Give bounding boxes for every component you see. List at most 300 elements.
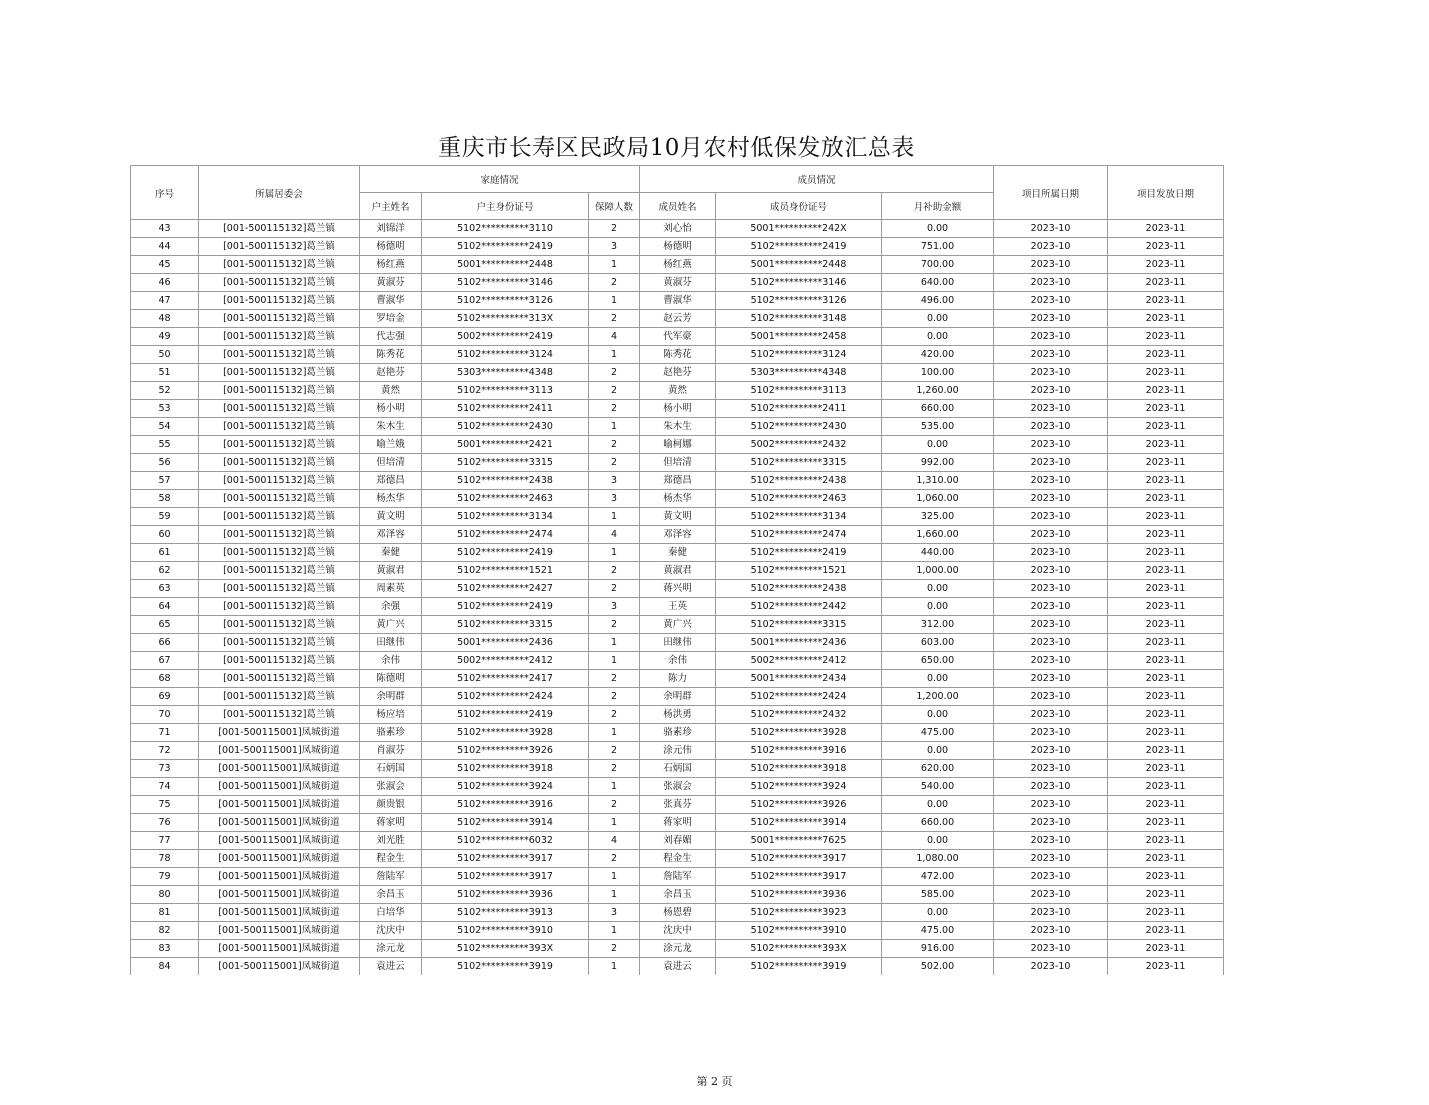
table-row: [131, 742, 1224, 760]
table-row: [131, 418, 1224, 436]
member-id-cell: 5102**********3914: [716, 814, 882, 832]
seq-cell: 68: [131, 670, 199, 688]
issue-date-cell: 2023-11: [1108, 256, 1224, 274]
covered-cell: 1: [589, 418, 640, 436]
covered-cell: 2: [589, 616, 640, 634]
head-id-cell: 5102**********3146: [422, 274, 589, 292]
member-name-cell: 杨红燕: [640, 256, 716, 274]
member-name-cell: 但培清: [640, 454, 716, 472]
covered-cell: 4: [589, 328, 640, 346]
table-row: [131, 688, 1224, 706]
project-date-cell: 2023-10: [994, 436, 1108, 454]
project-date-cell: 2023-10: [994, 958, 1108, 976]
head-id-cell: 5102**********3917: [422, 850, 589, 868]
covered-cell: 2: [589, 454, 640, 472]
header-member-name: 成员姓名: [640, 193, 716, 220]
issue-date-cell: 2023-11: [1108, 364, 1224, 382]
head-name-cell: 张淑会: [360, 778, 422, 796]
covered-cell: 2: [589, 940, 640, 958]
member-name-cell: 黄淑君: [640, 562, 716, 580]
member-id-cell: 5102**********3924: [716, 778, 882, 796]
head-id-cell: 5102**********2419: [422, 238, 589, 256]
project-date-cell: 2023-10: [994, 310, 1108, 328]
header-project-date: 项目所属日期: [994, 166, 1108, 220]
project-date-cell: 2023-10: [994, 832, 1108, 850]
covered-cell: 1: [589, 508, 640, 526]
member-name-cell: 杨洪勇: [640, 706, 716, 724]
project-date-cell: 2023-10: [994, 220, 1108, 238]
subsidy-cell: 1,060.00: [882, 490, 994, 508]
head-name-cell: 余昌玉: [360, 886, 422, 904]
head-name-cell: 余强: [360, 598, 422, 616]
head-name-cell: 朱木生: [360, 418, 422, 436]
head-id-cell: 5102**********2411: [422, 400, 589, 418]
member-id-cell: 5102**********2424: [716, 688, 882, 706]
member-name-cell: 黄淑芬: [640, 274, 716, 292]
project-date-cell: 2023-10: [994, 580, 1108, 598]
subsidy-cell: 992.00: [882, 454, 994, 472]
table-row: [131, 310, 1224, 328]
table-row: [131, 706, 1224, 724]
issue-date-cell: 2023-11: [1108, 958, 1224, 976]
table-header: [131, 166, 1224, 220]
issue-date-cell: 2023-11: [1108, 598, 1224, 616]
table-row: [131, 400, 1224, 418]
member-id-cell: 5102**********2432: [716, 706, 882, 724]
seq-cell: 70: [131, 706, 199, 724]
head-id-cell: 5102**********3910: [422, 922, 589, 940]
head-id-cell: 5102**********2417: [422, 670, 589, 688]
committee-cell: [001-500115001]凤城街道: [199, 742, 360, 760]
head-id-cell: 5303**********4348: [422, 364, 589, 382]
member-id-cell: 5102**********3134: [716, 508, 882, 526]
seq-cell: 64: [131, 598, 199, 616]
issue-date-cell: 2023-11: [1108, 814, 1224, 832]
subsidy-cell: 1,260.00: [882, 382, 994, 400]
subsidy-cell: 660.00: [882, 400, 994, 418]
head-id-cell: 5102**********2424: [422, 688, 589, 706]
table-row: [131, 544, 1224, 562]
subsidy-cell: 916.00: [882, 940, 994, 958]
member-name-cell: 黄然: [640, 382, 716, 400]
table-row: [131, 814, 1224, 832]
issue-date-cell: 2023-11: [1108, 490, 1224, 508]
committee-cell: [001-500115001]凤城街道: [199, 724, 360, 742]
committee-cell: [001-500115132]葛兰镇: [199, 274, 360, 292]
member-id-cell: 5001**********2434: [716, 670, 882, 688]
head-name-cell: 刘光胜: [360, 832, 422, 850]
head-name-cell: 但培清: [360, 454, 422, 472]
seq-cell: 43: [131, 220, 199, 238]
committee-cell: [001-500115132]葛兰镇: [199, 634, 360, 652]
member-id-cell: 5102**********2438: [716, 580, 882, 598]
issue-date-cell: 2023-11: [1108, 832, 1224, 850]
member-id-cell: 5102**********2419: [716, 238, 882, 256]
committee-cell: [001-500115132]葛兰镇: [199, 598, 360, 616]
covered-cell: 1: [589, 652, 640, 670]
project-date-cell: 2023-10: [994, 544, 1108, 562]
table-row: [131, 346, 1224, 364]
head-name-cell: 刘锦洋: [360, 220, 422, 238]
issue-date-cell: 2023-11: [1108, 400, 1224, 418]
seq-cell: 58: [131, 490, 199, 508]
head-id-cell: 5001**********2448: [422, 256, 589, 274]
member-name-cell: 黄文明: [640, 508, 716, 526]
seq-cell: 50: [131, 346, 199, 364]
seq-cell: 74: [131, 778, 199, 796]
covered-cell: 1: [589, 634, 640, 652]
covered-cell: 3: [589, 598, 640, 616]
member-name-cell: 郑德昌: [640, 472, 716, 490]
committee-cell: [001-500115001]凤城街道: [199, 868, 360, 886]
subsidy-cell: 535.00: [882, 418, 994, 436]
head-name-cell: 赵艳芬: [360, 364, 422, 382]
member-id-cell: 5001**********2436: [716, 634, 882, 652]
project-date-cell: 2023-10: [994, 904, 1108, 922]
covered-cell: 3: [589, 490, 640, 508]
head-id-cell: 5001**********2421: [422, 436, 589, 454]
member-name-cell: 曹淑华: [640, 292, 716, 310]
member-id-cell: 5102**********1521: [716, 562, 882, 580]
subsidy-cell: 0.00: [882, 598, 994, 616]
head-id-cell: 5102**********2474: [422, 526, 589, 544]
project-date-cell: 2023-10: [994, 796, 1108, 814]
subsidy-cell: 475.00: [882, 922, 994, 940]
member-name-cell: 田继伟: [640, 634, 716, 652]
issue-date-cell: 2023-11: [1108, 346, 1224, 364]
head-id-cell: 5102**********3928: [422, 724, 589, 742]
header-subsidy: 月补助金额: [882, 193, 994, 220]
member-name-cell: 涂元伟: [640, 742, 716, 760]
project-date-cell: 2023-10: [994, 400, 1108, 418]
member-name-cell: 沈庆中: [640, 922, 716, 940]
project-date-cell: 2023-10: [994, 886, 1108, 904]
seq-cell: 47: [131, 292, 199, 310]
table-row: [131, 508, 1224, 526]
head-id-cell: 5002**********2419: [422, 328, 589, 346]
covered-cell: 2: [589, 580, 640, 598]
head-id-cell: 5102**********3913: [422, 904, 589, 922]
member-id-cell: 5102**********3926: [716, 796, 882, 814]
subsidy-cell: 585.00: [882, 886, 994, 904]
table-row: [131, 382, 1224, 400]
project-date-cell: 2023-10: [994, 418, 1108, 436]
member-id-cell: 5102**********3918: [716, 760, 882, 778]
member-name-cell: 陈力: [640, 670, 716, 688]
table-row: [131, 778, 1224, 796]
table-row: [131, 238, 1224, 256]
covered-cell: 3: [589, 904, 640, 922]
table-row: [131, 652, 1224, 670]
seq-cell: 77: [131, 832, 199, 850]
seq-cell: 79: [131, 868, 199, 886]
head-id-cell: 5102**********6032: [422, 832, 589, 850]
issue-date-cell: 2023-11: [1108, 742, 1224, 760]
covered-cell: 2: [589, 364, 640, 382]
head-id-cell: 5102**********393X: [422, 940, 589, 958]
issue-date-cell: 2023-11: [1108, 724, 1224, 742]
seq-cell: 78: [131, 850, 199, 868]
table-row: [131, 580, 1224, 598]
project-date-cell: 2023-10: [994, 922, 1108, 940]
committee-cell: [001-500115001]凤城街道: [199, 814, 360, 832]
issue-date-cell: 2023-11: [1108, 562, 1224, 580]
head-id-cell: 5102**********3917: [422, 868, 589, 886]
covered-cell: 2: [589, 760, 640, 778]
covered-cell: 4: [589, 832, 640, 850]
member-id-cell: 5001**********2448: [716, 256, 882, 274]
subsidy-cell: 0.00: [882, 328, 994, 346]
seq-cell: 66: [131, 634, 199, 652]
head-name-cell: 涂元龙: [360, 940, 422, 958]
header-committee: 所属居委会: [199, 166, 360, 220]
member-name-cell: 程金生: [640, 850, 716, 868]
head-id-cell: 5102**********2419: [422, 544, 589, 562]
project-date-cell: 2023-10: [994, 490, 1108, 508]
committee-cell: [001-500115132]葛兰镇: [199, 670, 360, 688]
project-date-cell: 2023-10: [994, 652, 1108, 670]
page-title: 重庆市长寿区民政局10月农村低保发放汇总表: [438, 135, 915, 161]
table-row: [131, 436, 1224, 454]
head-name-cell: 骆素珍: [360, 724, 422, 742]
head-id-cell: 5102**********3936: [422, 886, 589, 904]
table-row: [131, 490, 1224, 508]
page-number: 第 2 页: [696, 1075, 733, 1088]
covered-cell: 1: [589, 346, 640, 364]
subsidy-cell: 1,000.00: [882, 562, 994, 580]
member-id-cell: 5102**********3124: [716, 346, 882, 364]
member-id-cell: 5102**********2438: [716, 472, 882, 490]
committee-cell: [001-500115001]凤城街道: [199, 958, 360, 976]
seq-cell: 61: [131, 544, 199, 562]
head-id-cell: 5102**********3126: [422, 292, 589, 310]
head-id-cell: 5001**********2436: [422, 634, 589, 652]
issue-date-cell: 2023-11: [1108, 652, 1224, 670]
member-name-cell: 张真芬: [640, 796, 716, 814]
head-name-cell: 黄淑芬: [360, 274, 422, 292]
header-head-name: 户主姓名: [360, 193, 422, 220]
member-name-cell: 赵云芳: [640, 310, 716, 328]
head-name-cell: 田继伟: [360, 634, 422, 652]
project-date-cell: 2023-10: [994, 868, 1108, 886]
member-name-cell: 余明群: [640, 688, 716, 706]
seq-cell: 73: [131, 760, 199, 778]
project-date-cell: 2023-10: [994, 688, 1108, 706]
seq-cell: 52: [131, 382, 199, 400]
table-row: [131, 472, 1224, 490]
head-name-cell: 石炳国: [360, 760, 422, 778]
member-name-cell: 袁进云: [640, 958, 716, 976]
head-name-cell: 程金生: [360, 850, 422, 868]
issue-date-cell: 2023-11: [1108, 922, 1224, 940]
subsidy-cell: 1,200.00: [882, 688, 994, 706]
covered-cell: 2: [589, 670, 640, 688]
subsidy-cell: 751.00: [882, 238, 994, 256]
committee-cell: [001-500115132]葛兰镇: [199, 346, 360, 364]
covered-cell: 1: [589, 724, 640, 742]
member-id-cell: 5102**********3315: [716, 454, 882, 472]
subsidy-cell: 0.00: [882, 904, 994, 922]
member-name-cell: 王英: [640, 598, 716, 616]
committee-cell: [001-500115132]葛兰镇: [199, 220, 360, 238]
table-row: [131, 256, 1224, 274]
issue-date-cell: 2023-11: [1108, 706, 1224, 724]
seq-cell: 75: [131, 796, 199, 814]
table-row: [131, 832, 1224, 850]
subsidy-cell: 475.00: [882, 724, 994, 742]
seq-cell: 48: [131, 310, 199, 328]
covered-cell: 2: [589, 688, 640, 706]
subsidy-cell: 100.00: [882, 364, 994, 382]
member-id-cell: 5102**********3936: [716, 886, 882, 904]
covered-cell: 1: [589, 886, 640, 904]
head-name-cell: 罗培金: [360, 310, 422, 328]
issue-date-cell: 2023-11: [1108, 274, 1224, 292]
subsidy-cell: 0.00: [882, 670, 994, 688]
head-name-cell: 郑德昌: [360, 472, 422, 490]
issue-date-cell: 2023-11: [1108, 616, 1224, 634]
issue-date-cell: 2023-11: [1108, 526, 1224, 544]
head-name-cell: 杨杰华: [360, 490, 422, 508]
issue-date-cell: 2023-11: [1108, 454, 1224, 472]
header-seq: 序号: [131, 166, 199, 220]
issue-date-cell: 2023-11: [1108, 868, 1224, 886]
committee-cell: [001-500115001]凤城街道: [199, 922, 360, 940]
committee-cell: [001-500115132]葛兰镇: [199, 706, 360, 724]
committee-cell: [001-500115132]葛兰镇: [199, 454, 360, 472]
member-id-cell: 5102**********3916: [716, 742, 882, 760]
head-name-cell: 邓泽容: [360, 526, 422, 544]
covered-cell: 1: [589, 256, 640, 274]
head-id-cell: 5102**********3916: [422, 796, 589, 814]
committee-cell: [001-500115132]葛兰镇: [199, 508, 360, 526]
table-row: [131, 904, 1224, 922]
committee-cell: [001-500115132]葛兰镇: [199, 256, 360, 274]
seq-cell: 59: [131, 508, 199, 526]
header-family-group: 家庭情况: [360, 166, 640, 193]
table-row: [131, 922, 1224, 940]
committee-cell: [001-500115132]葛兰镇: [199, 544, 360, 562]
subsidy-cell: 496.00: [882, 292, 994, 310]
covered-cell: 1: [589, 292, 640, 310]
covered-cell: 1: [589, 922, 640, 940]
issue-date-cell: 2023-11: [1108, 238, 1224, 256]
project-date-cell: 2023-10: [994, 364, 1108, 382]
member-name-cell: 杨德明: [640, 238, 716, 256]
member-name-cell: 刘心怡: [640, 220, 716, 238]
project-date-cell: 2023-10: [994, 346, 1108, 364]
project-date-cell: 2023-10: [994, 472, 1108, 490]
seq-cell: 80: [131, 886, 199, 904]
head-id-cell: 5102**********2419: [422, 706, 589, 724]
committee-cell: [001-500115132]葛兰镇: [199, 400, 360, 418]
covered-cell: 2: [589, 274, 640, 292]
member-name-cell: 黄广兴: [640, 616, 716, 634]
seq-cell: 65: [131, 616, 199, 634]
committee-cell: [001-500115132]葛兰镇: [199, 364, 360, 382]
issue-date-cell: 2023-11: [1108, 634, 1224, 652]
member-id-cell: 5102**********2430: [716, 418, 882, 436]
covered-cell: 1: [589, 778, 640, 796]
member-id-cell: 5001**********7625: [716, 832, 882, 850]
subsidy-cell: 603.00: [882, 634, 994, 652]
head-id-cell: 5102**********3919: [422, 958, 589, 976]
committee-cell: [001-500115132]葛兰镇: [199, 490, 360, 508]
member-name-cell: 骆素珍: [640, 724, 716, 742]
project-date-cell: 2023-10: [994, 616, 1108, 634]
head-id-cell: 5002**********2412: [422, 652, 589, 670]
head-id-cell: 5102**********2430: [422, 418, 589, 436]
covered-cell: 2: [589, 400, 640, 418]
seq-cell: 56: [131, 454, 199, 472]
head-id-cell: 5102**********2463: [422, 490, 589, 508]
covered-cell: 2: [589, 706, 640, 724]
project-date-cell: 2023-10: [994, 526, 1108, 544]
seq-cell: 81: [131, 904, 199, 922]
subsidy-cell: 0.00: [882, 706, 994, 724]
member-name-cell: 杨恩碧: [640, 904, 716, 922]
head-id-cell: 5102**********3926: [422, 742, 589, 760]
head-name-cell: 代志强: [360, 328, 422, 346]
member-name-cell: 秦健: [640, 544, 716, 562]
covered-cell: 4: [589, 526, 640, 544]
head-id-cell: 5102**********2438: [422, 472, 589, 490]
issue-date-cell: 2023-11: [1108, 328, 1224, 346]
project-date-cell: 2023-10: [994, 670, 1108, 688]
table-row: [131, 634, 1224, 652]
member-name-cell: 余伟: [640, 652, 716, 670]
project-date-cell: 2023-10: [994, 382, 1108, 400]
relief-summary-table: [130, 165, 1224, 975]
table-row: [131, 886, 1224, 904]
member-id-cell: 5303**********4348: [716, 364, 882, 382]
subsidy-cell: 650.00: [882, 652, 994, 670]
head-name-cell: 白培华: [360, 904, 422, 922]
head-id-cell: 5102**********3124: [422, 346, 589, 364]
project-date-cell: 2023-10: [994, 814, 1108, 832]
table-row: [131, 868, 1224, 886]
covered-cell: 2: [589, 562, 640, 580]
head-id-cell: 5102**********3113: [422, 382, 589, 400]
subsidy-cell: 1,080.00: [882, 850, 994, 868]
head-name-cell: 余伟: [360, 652, 422, 670]
table-row: [131, 562, 1224, 580]
committee-cell: [001-500115001]凤城街道: [199, 796, 360, 814]
seq-cell: 46: [131, 274, 199, 292]
member-name-cell: 朱木生: [640, 418, 716, 436]
head-name-cell: 陈德明: [360, 670, 422, 688]
committee-cell: [001-500115132]葛兰镇: [199, 328, 360, 346]
table-row: [131, 760, 1224, 778]
head-name-cell: 沈庆中: [360, 922, 422, 940]
member-name-cell: 代军豪: [640, 328, 716, 346]
issue-date-cell: 2023-11: [1108, 760, 1224, 778]
member-id-cell: 5001**********242X: [716, 220, 882, 238]
head-id-cell: 5102**********2427: [422, 580, 589, 598]
project-date-cell: 2023-10: [994, 724, 1108, 742]
subsidy-cell: 312.00: [882, 616, 994, 634]
committee-cell: [001-500115001]凤城街道: [199, 760, 360, 778]
seq-cell: 67: [131, 652, 199, 670]
head-id-cell: 5102**********3914: [422, 814, 589, 832]
head-name-cell: 杨应培: [360, 706, 422, 724]
covered-cell: 2: [589, 850, 640, 868]
member-id-cell: 5102**********3126: [716, 292, 882, 310]
seq-cell: 62: [131, 562, 199, 580]
head-name-cell: 余明群: [360, 688, 422, 706]
table-row: [131, 328, 1224, 346]
table-row: [131, 958, 1224, 976]
